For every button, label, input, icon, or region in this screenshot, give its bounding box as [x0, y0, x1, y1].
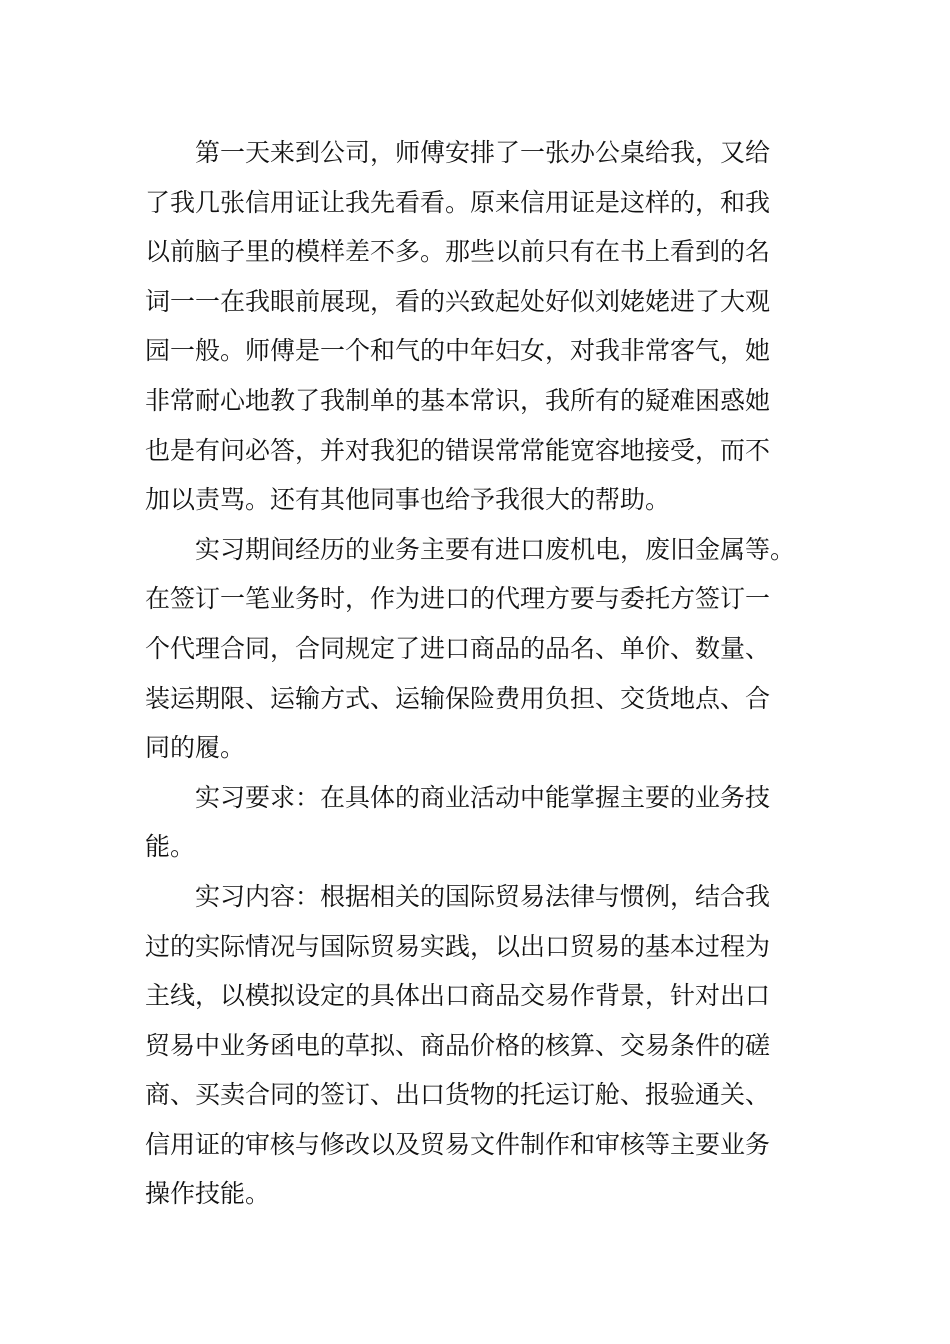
text-line: 能。	[145, 832, 196, 862]
text-line: 主线，以模拟设定的具体出口商品交易作背景，针对出口	[145, 981, 771, 1011]
text-line: 词一一在我眼前展现，看的兴致起处好似刘姥姥进了大观	[145, 286, 771, 316]
text-line: 也是有问必答，并对我犯的错误常常能宽容地接受，而不	[145, 435, 771, 465]
text-line: 了我几张信用证让我先看看。原来信用证是这样的，和我	[145, 187, 771, 217]
text-line: 操作技能。	[145, 1179, 271, 1209]
text-line: 商、买卖合同的签订、出口货物的托运订舱、报验通关、	[145, 1080, 771, 1110]
text-line: 装运期限、运输方式、运输保险费用负担、交货地点、合	[145, 683, 771, 713]
paragraph-internship-requirements	[145, 773, 809, 872]
text-line: 实习期间经历的业务主要有进口废机电，废旧金属等。	[195, 534, 796, 564]
paragraph-first-day	[145, 128, 809, 525]
text-line: 实习要求：在具体的商业活动中能掌握主要的业务技	[195, 782, 771, 812]
text-line: 加以责骂。还有其他同事也给予我很大的帮助。	[145, 485, 671, 515]
text-line: 同的履。	[145, 733, 246, 763]
text-line: 园一般。师傅是一个和气的中年妇女，对我非常客气，她	[145, 336, 771, 366]
text-line: 第一天来到公司，师傅安排了一张办公桌给我，又给	[195, 138, 771, 167]
text-line: 贸易中业务函电的草拟、商品价格的核算、交易条件的磋	[145, 1030, 771, 1060]
text-line: 个代理合同，合同规定了进口商品的品名、单价、数量、	[145, 633, 771, 663]
paragraph-internship-business	[145, 525, 809, 773]
text-line: 信用证的审核与修改以及贸易文件制作和审核等主要业务	[145, 1129, 771, 1159]
text-line: 以前脑子里的模样差不多。那些以前只有在书上看到的名	[145, 237, 771, 267]
text-line: 实习内容：根据相关的国际贸易法律与惯例，结合我	[195, 881, 771, 911]
text-line: 在签订一笔业务时，作为进口的代理方要与委托方签订一	[145, 584, 771, 614]
paragraph-internship-content	[145, 872, 809, 1219]
document-body	[145, 128, 809, 1219]
text-line: 过的实际情况与国际贸易实践，以出口贸易的基本过程为	[145, 931, 771, 961]
text-line: 非常耐心地教了我制单的基本常识，我所有的疑难困惑她	[145, 385, 771, 415]
